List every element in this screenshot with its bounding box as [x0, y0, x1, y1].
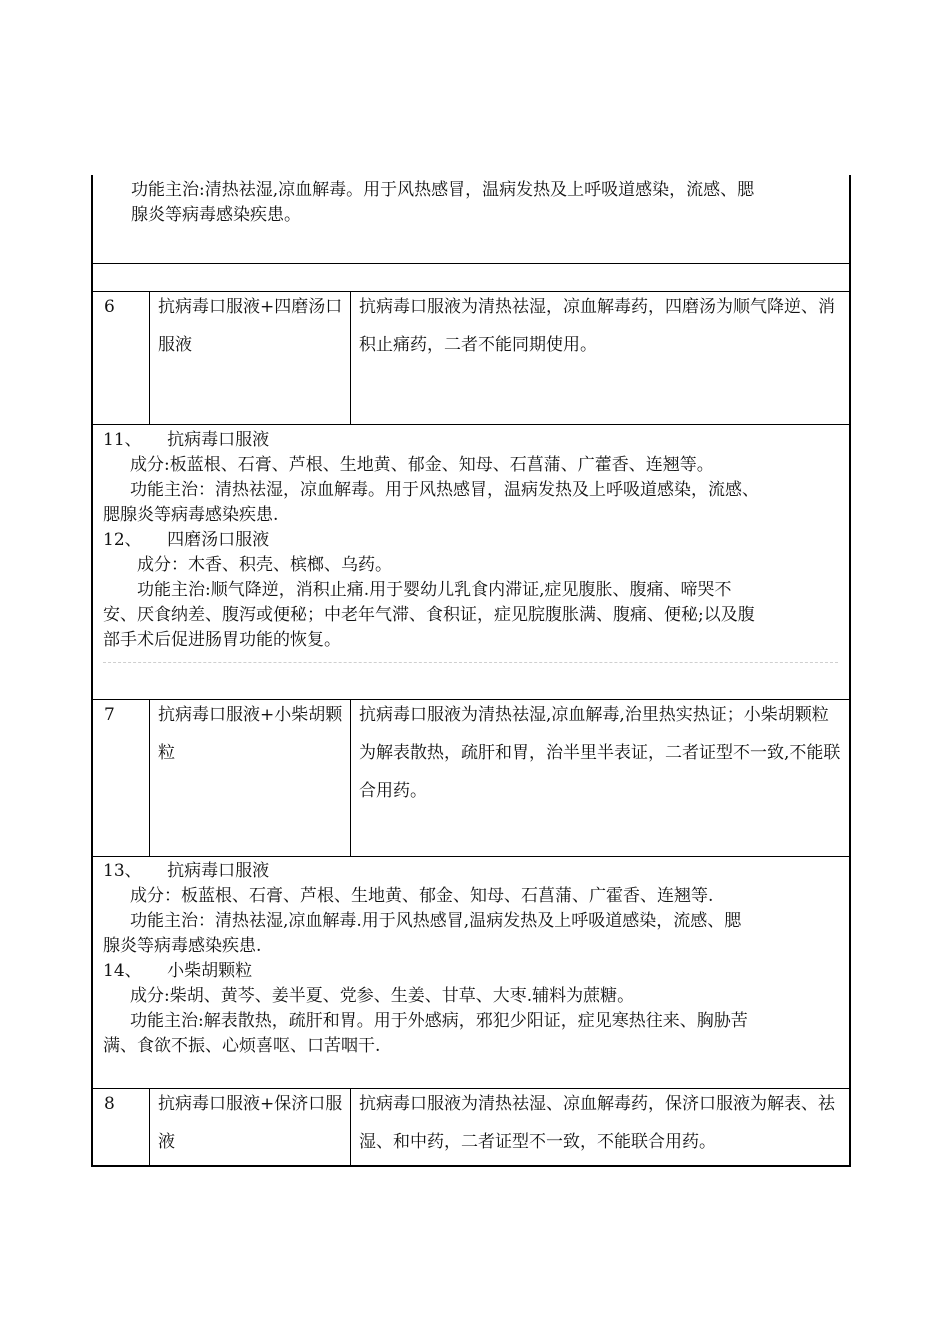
- note-line: 满、食欲不振、心烦喜呕、口苦咽干.: [103, 1036, 381, 1056]
- dashed-separator: [103, 662, 838, 663]
- note-line: 成分:板蓝根、石膏、芦根、生地黄、郁金、知母、石菖蒲、广藿香、连翘等。: [113, 455, 714, 475]
- note-line: 腮腺炎等病毒感染疾患.: [103, 505, 279, 525]
- note-line: 12、 四磨汤口服液: [103, 530, 270, 550]
- note-line: 成分：木香、积壳、槟榔、乌药。: [103, 555, 392, 575]
- note-line: 功能主治：清热祛湿,凉血解毒.用于风热感冒,温病发热及上呼吸道感染，流感、腮: [113, 911, 742, 931]
- note-line: 功能主治:顺气降逆，消积止痛.用于婴幼儿乳食内滞证,症见腹胀、腹痛、啼哭不: [103, 580, 732, 600]
- drug-combination: 抗病毒口服液+四磨汤口服液: [158, 297, 343, 355]
- row-divider: [91, 424, 849, 425]
- row-divider: [91, 856, 849, 857]
- note-line: 功能主治：清热祛湿，凉血解毒。用于风热感冒，温病发热及上呼吸道感染，流感、: [113, 480, 759, 500]
- col-divider: [350, 1088, 351, 1165]
- note-line: 成分:柴胡、黄芩、姜半夏、党参、生姜、甘草、大枣.辅料为蔗糖。: [113, 986, 635, 1006]
- col-divider: [149, 699, 150, 856]
- row-number: 7: [104, 705, 115, 725]
- top-line: 功能主治:清热祛湿,凉血解毒。用于风热感冒，温病发热及上呼吸道感染，流感、腮: [131, 180, 755, 200]
- reason-text: 抗病毒口服液为清热祛湿,凉血解毒,治里热实热证；小柴胡颗粒为解表散热，疏肝和胃，治半里半表证，二者证型不一致,不能联合用药。: [359, 705, 841, 801]
- note-line: 成分：板蓝根、石膏、芦根、生地黄、郁金、知母、石菖蒲、广霍香、连翘等.: [113, 886, 714, 906]
- row-number: 6: [104, 297, 115, 317]
- drug-combination: 抗病毒口服液+保济口服液: [158, 1094, 343, 1152]
- note-line: 13、 抗病毒口服液: [103, 861, 270, 881]
- col-divider: [149, 291, 150, 424]
- reason-text: 抗病毒口服液为清热祛湿、凉血解毒药，保济口服液为解表、祛湿、和中药，二者证型不一致，不能联合用药。: [359, 1094, 835, 1152]
- note-line: 安、厌食纳差、腹泻或便秘；中老年气滞、食积证，症见脘腹胀满、腹痛、便秘;以及腹: [103, 605, 755, 625]
- note-line: 功能主治:解表散热，疏肝和胃。用于外感病，邪犯少阳证，症见寒热往来、胸胁苦: [113, 1011, 748, 1031]
- note-line: 部手术后促进肠胃功能的恢复。: [103, 630, 341, 650]
- note-line: 14、 小柴胡颗粒: [103, 961, 253, 981]
- col-divider: [149, 1088, 150, 1165]
- row-divider: [91, 263, 849, 264]
- top-line: 腺炎等病毒感染疾患。: [131, 205, 301, 225]
- drug-combination: 抗病毒口服液+小柴胡颗粒: [158, 705, 343, 763]
- row-number: 8: [104, 1094, 115, 1114]
- note-line: 腺炎等病毒感染疾患.: [103, 936, 262, 956]
- col-divider: [350, 291, 351, 424]
- reason-text: 抗病毒口服液为清热祛湿，凉血解毒药，四磨汤为顺气降逆、消积止痛药，二者不能同期使用。: [359, 297, 835, 355]
- note-line: 11、 抗病毒口服液: [103, 430, 270, 450]
- col-divider: [350, 699, 351, 856]
